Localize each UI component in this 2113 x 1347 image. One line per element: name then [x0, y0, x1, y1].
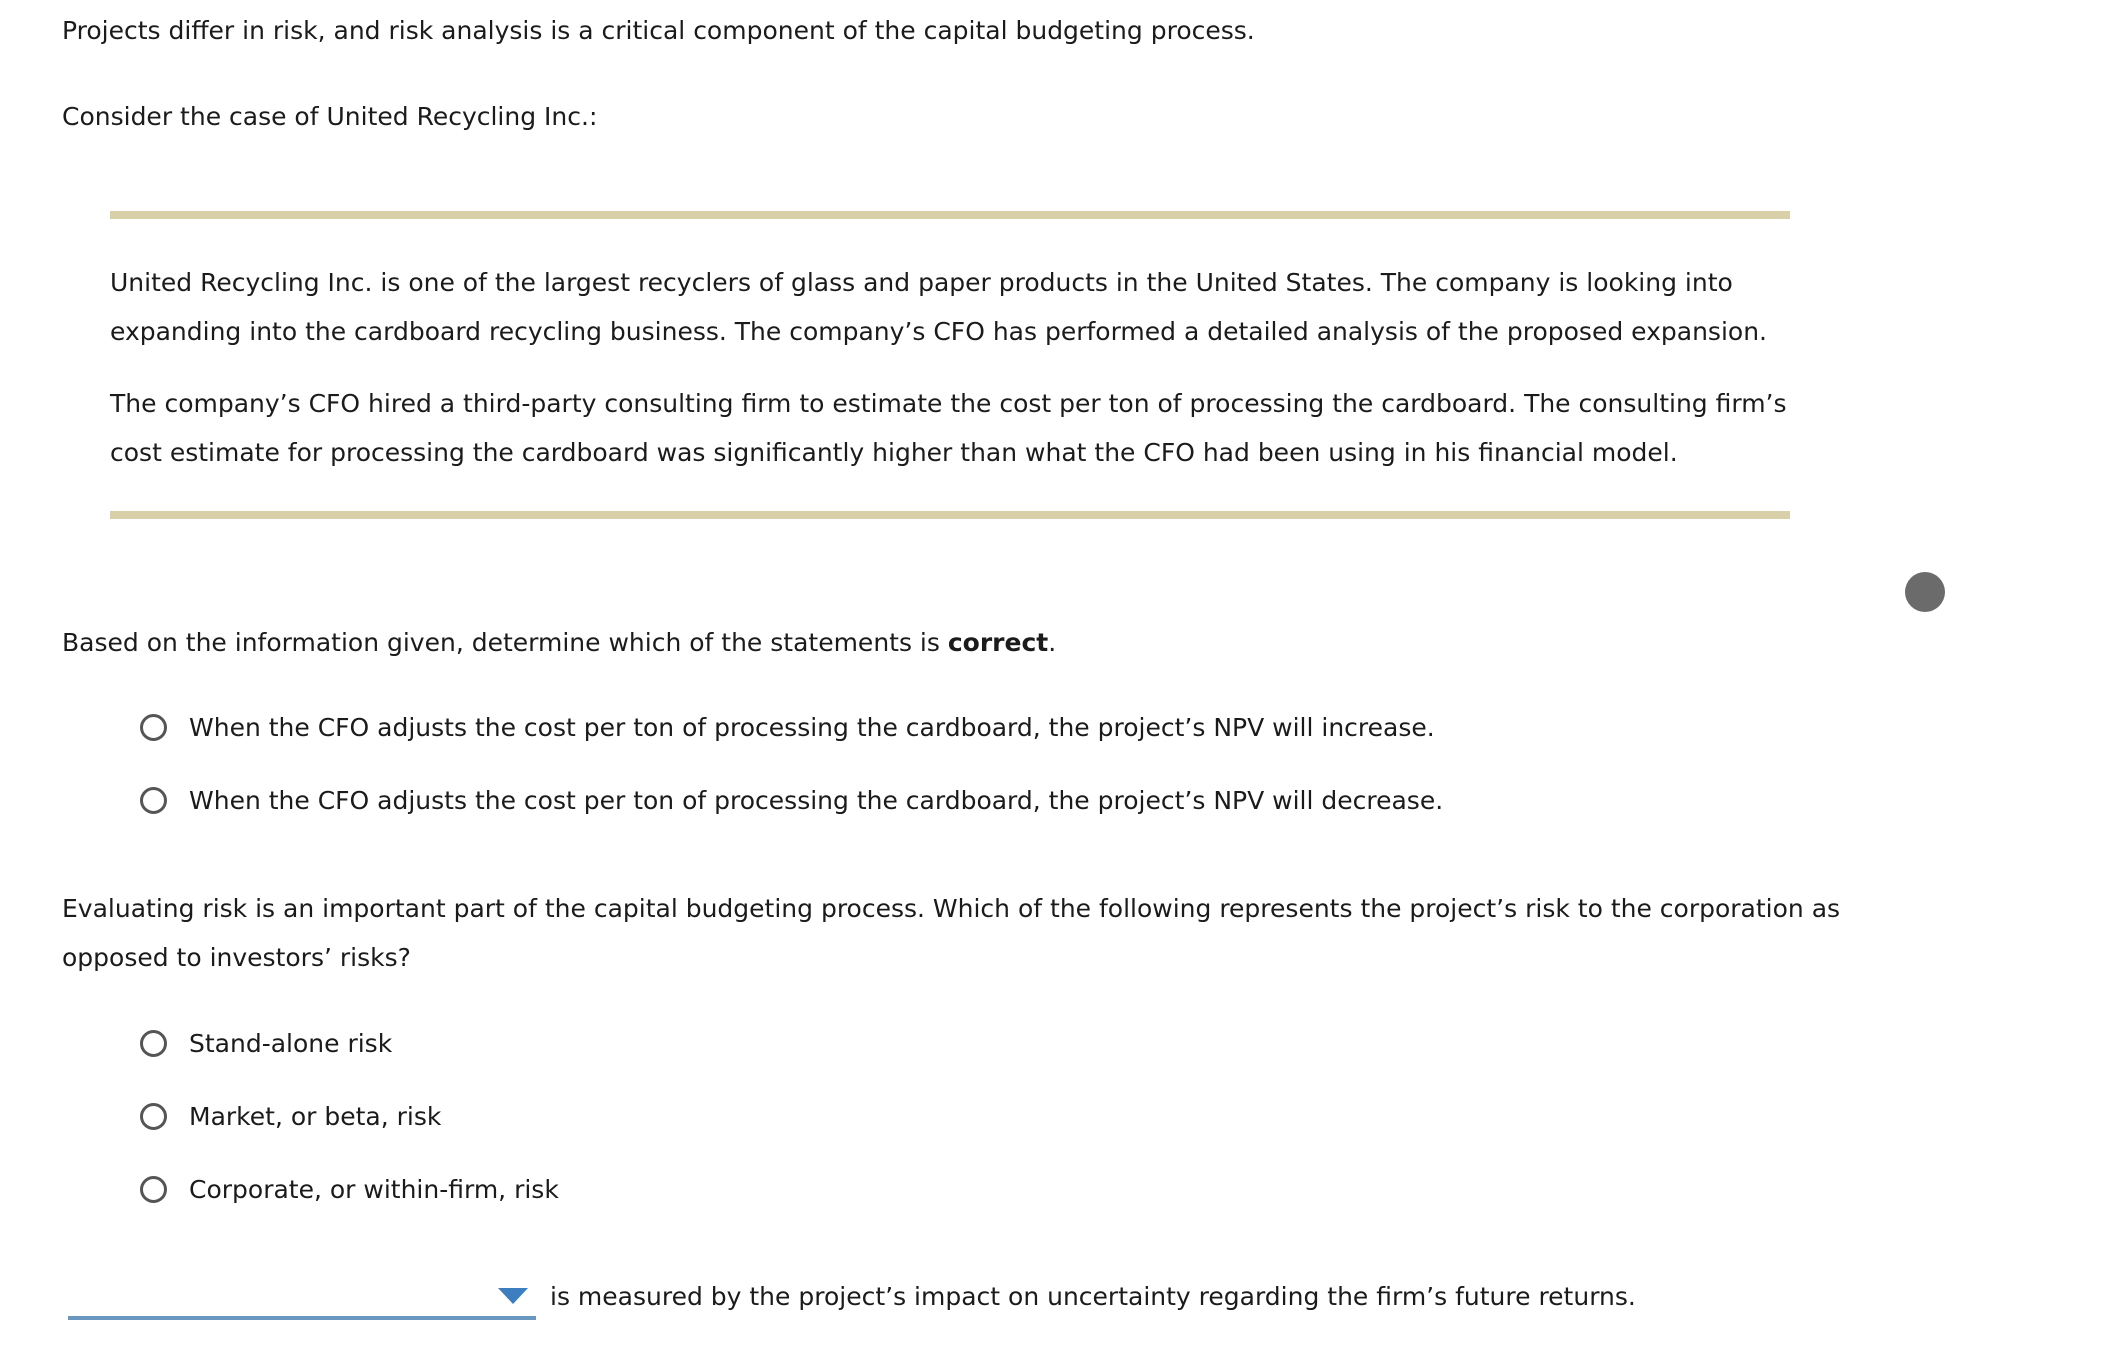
q1-option-increase[interactable]: [140, 707, 1435, 747]
question-1-prompt-text: Based on the information given, determine which of the statements is: [62, 628, 948, 657]
q1-option-increase-label: When the CFO adjusts the cost per ton of processing the cardboard, the project’s NPV will increase.: [189, 712, 1435, 742]
case-paragraph-2: The company’s CFO hired a third-party consulting firm to estimate the cost per ton of processing the cardboard. The consulting firm’s cost estimate for processing the cardboard was significantly higher than what the CFO had been using in his financial model.: [110, 389, 1787, 467]
q2-option-stand-alone[interactable]: [140, 1023, 392, 1063]
question-1-prompt-end: .: [1048, 628, 1057, 657]
radio-unselected-icon[interactable]: [140, 714, 167, 741]
q2-option-market-beta-label: Market, or beta, risk: [189, 1101, 442, 1131]
q2-option-corporate[interactable]: [140, 1169, 559, 1209]
radio-unselected-icon[interactable]: [140, 787, 167, 814]
case-box-bottom-rule: [110, 511, 1790, 519]
status-dot-icon: [1905, 572, 1945, 612]
q2-option-market-beta[interactable]: [140, 1096, 441, 1136]
q1-option-decrease[interactable]: [140, 780, 1443, 820]
chevron-down-icon[interactable]: [498, 1288, 528, 1304]
radio-unselected-icon[interactable]: [140, 1103, 167, 1130]
intro-line-2: Consider the case of United Recycling Inc.:: [62, 102, 598, 131]
q1-option-decrease-label: When the CFO adjusts the cost per ton of processing the cardboard, the project’s NPV will decrease.: [189, 785, 1444, 815]
question-1-prompt-emphasis: correct: [947, 628, 1049, 657]
question-3-suffix: is measured by the project’s impact on uncertainty regarding the firm’s future returns.: [550, 1282, 1636, 1311]
intro-line-1: Projects differ in risk, and risk analysis is a critical component of the capital budgeting process.: [62, 16, 1255, 45]
risk-type-dropdown[interactable]: [68, 1272, 536, 1320]
question-2-prompt: Evaluating risk is an important part of the capital budgeting process. Which of the following represents the project’s risk to the corporation as opposed to investors’ risks?: [62, 894, 1841, 972]
case-paragraph-1: United Recycling Inc. is one of the largest recyclers of glass and paper products in the United States. The company is looking into expanding into the cardboard recycling business. The company’s CFO has performed a detailed analysis of the proposed expansion.: [110, 268, 1767, 346]
question-1-prompt: [62, 618, 1056, 667]
q2-option-stand-alone-label: Stand-alone risk: [189, 1028, 393, 1058]
q2-option-corporate-label: Corporate, or within-firm, risk: [189, 1174, 559, 1204]
radio-unselected-icon[interactable]: [140, 1030, 167, 1057]
case-box-top-rule: [110, 211, 1790, 219]
radio-unselected-icon[interactable]: [140, 1176, 167, 1203]
